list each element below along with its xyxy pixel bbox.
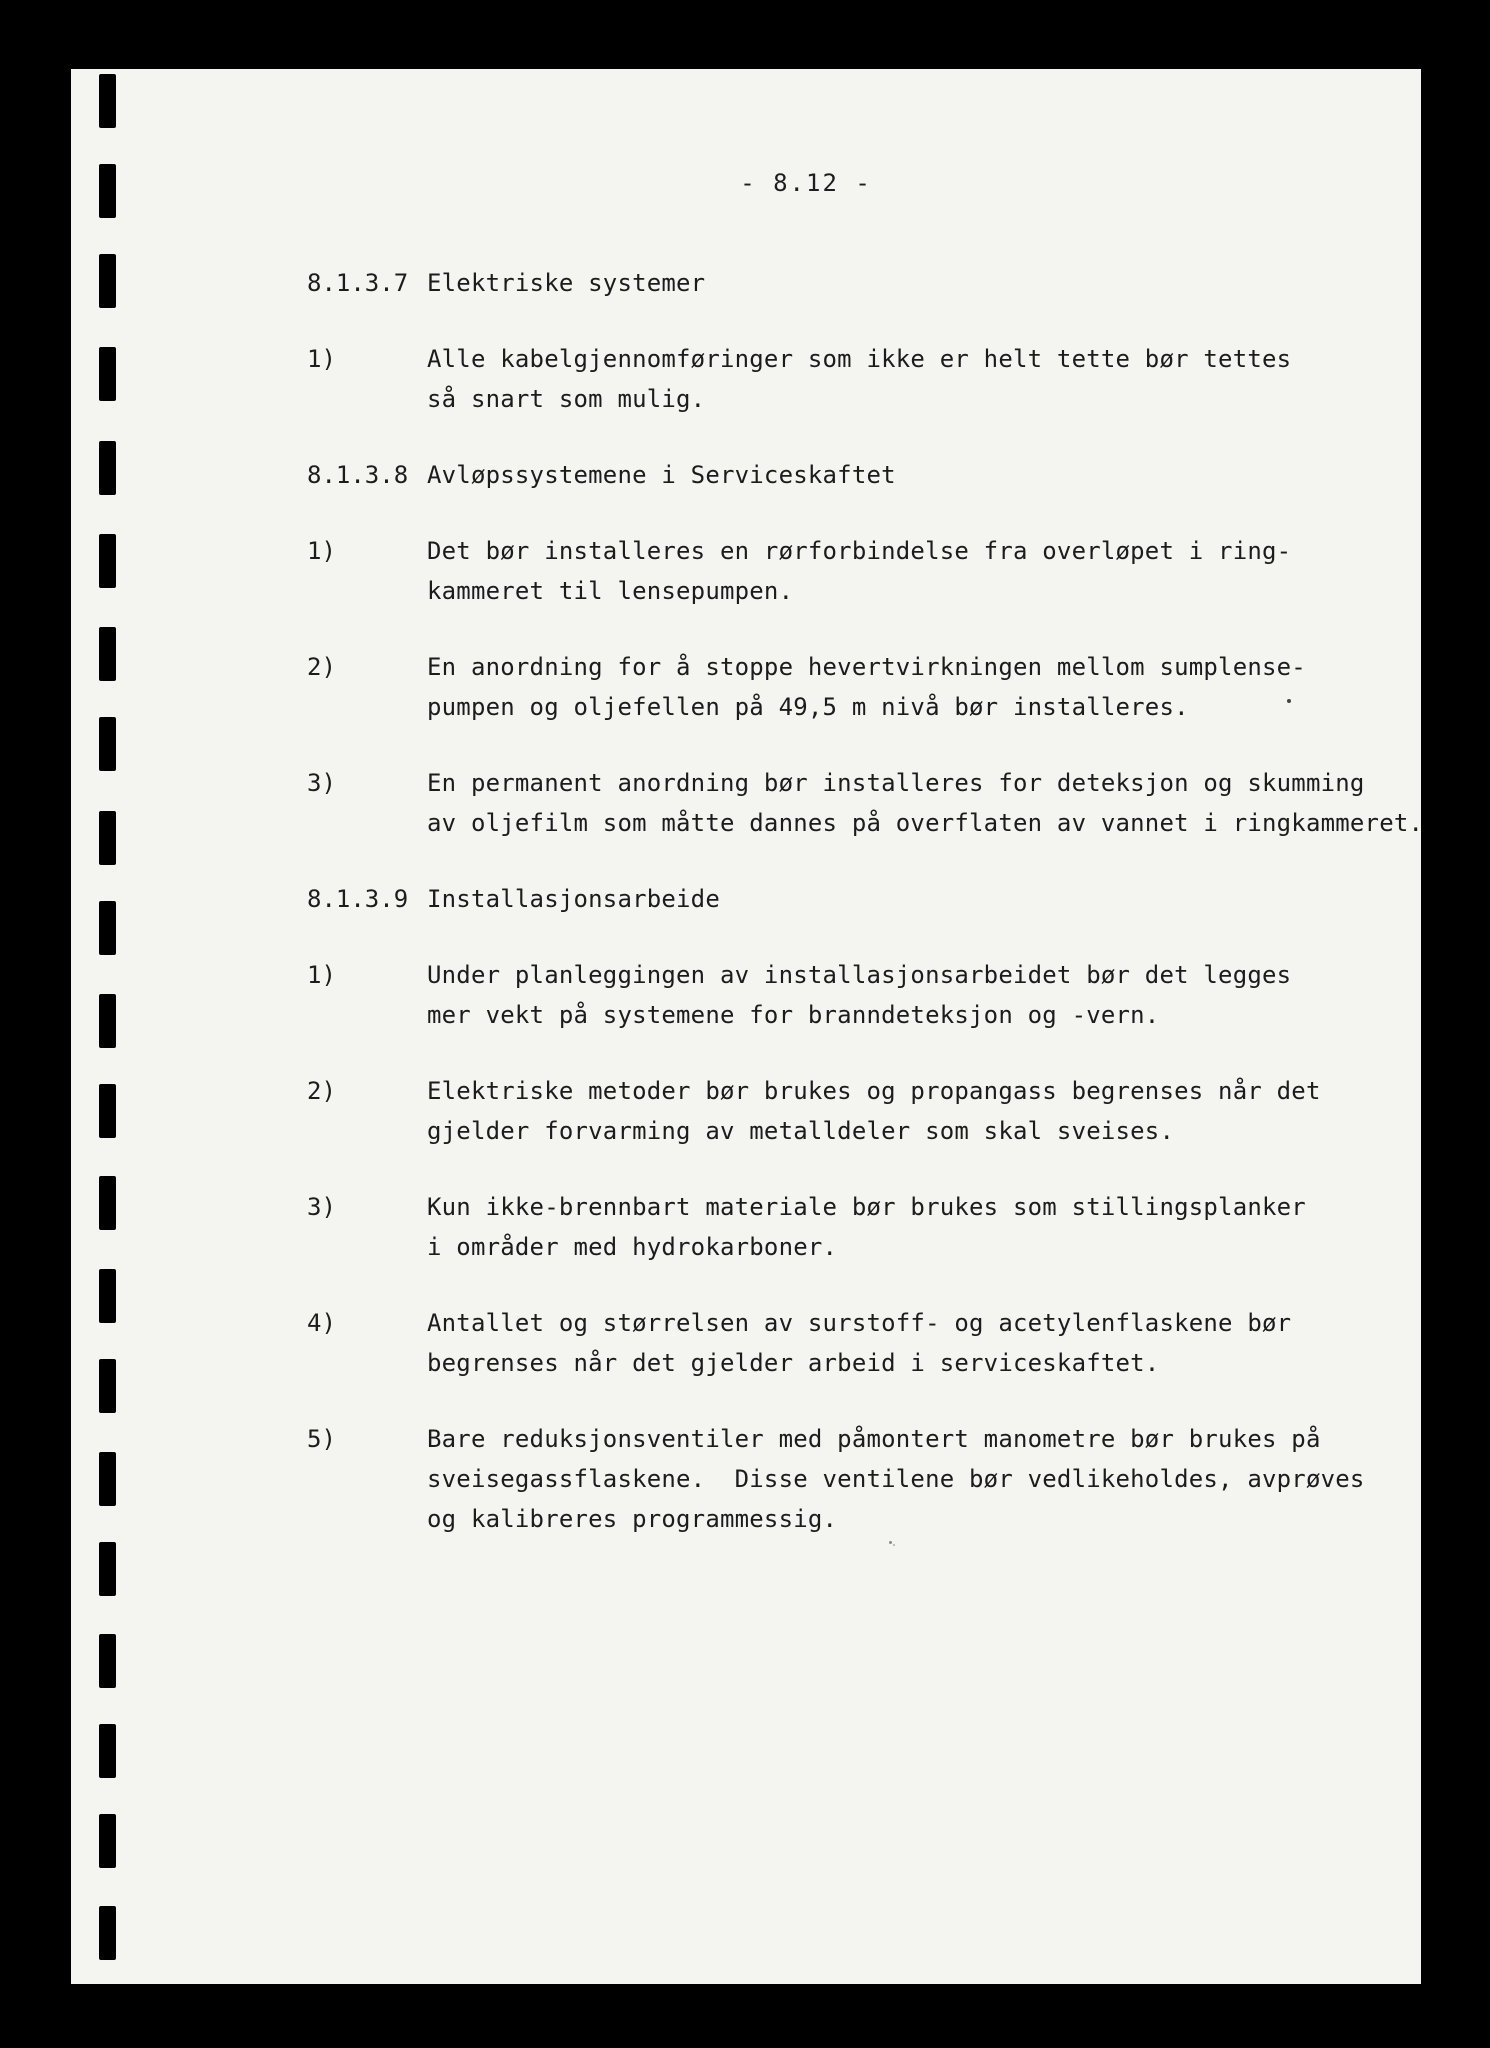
item-line: Elektriske metoder bør brukes og propangass begrenses når det (427, 1077, 1321, 1105)
item-line: Antallet og størrelsen av surstoff- og acetylenflaskene bør (427, 1309, 1292, 1337)
item-marker: 1) (307, 345, 336, 373)
item-line: gjelder forvarming av metalldeler som skal sveises. (427, 1117, 1175, 1145)
binding-hole (99, 1724, 116, 1778)
binding-hole (99, 994, 116, 1048)
list-item (307, 647, 1357, 727)
item-line: Bare reduksjonsventiler med påmontert manometre bør brukes på (427, 1425, 1321, 1453)
item-marker: 3) (307, 769, 336, 797)
binding-hole (99, 1452, 116, 1506)
item-line: i områder med hydrokarboner. (427, 1233, 838, 1261)
item-marker: 3) (307, 1193, 336, 1221)
speck-mark (1287, 699, 1291, 703)
binding-hole (99, 1906, 116, 1960)
item-line: så snart som mulig. (427, 385, 706, 413)
binding-hole (99, 347, 116, 401)
section-title: Avløpssystemene i Serviceskaftet (427, 461, 896, 489)
document-page (71, 69, 1424, 1984)
speck-mark (893, 1544, 895, 1546)
binding-hole (99, 901, 116, 955)
list-item (307, 955, 1357, 1035)
item-marker: 5) (307, 1425, 336, 1453)
item-marker: 2) (307, 1077, 336, 1105)
binding-hole (99, 1269, 116, 1323)
item-marker: 1) (307, 537, 336, 565)
item-marker: 4) (307, 1309, 336, 1337)
item-line: Det bør installeres en rørforbindelse fra overløpet i ring- (427, 537, 1292, 565)
item-line: Kun ikke-brennbart materiale bør brukes som stillingsplanker (427, 1193, 1306, 1221)
list-item (307, 1303, 1357, 1383)
binding-hole (99, 1359, 116, 1413)
section-title: Elektriske systemer (427, 269, 706, 297)
section-title: Installasjonsarbeide (427, 885, 720, 913)
speck-mark (889, 1541, 892, 1544)
section-number: 8.1.3.9 (307, 885, 409, 913)
item-text (427, 955, 1357, 1035)
list-item (307, 339, 1357, 419)
binding-hole (99, 534, 116, 588)
item-line: pumpen og oljefellen på 49,5 m nivå bør installeres. (427, 693, 1189, 721)
binding-hole (99, 1176, 116, 1230)
binding-hole (99, 1542, 116, 1596)
section-heading (307, 455, 1357, 495)
item-text (427, 1187, 1357, 1267)
item-line: av oljefilm som måtte dannes på overflaten av vannet i ringkammeret. (427, 809, 1424, 837)
item-line: mer vekt på systemene for branndeteksjon og -vern. (427, 1001, 1160, 1029)
item-line: Under planleggingen av installasjonsarbeidet bør det legges (427, 961, 1292, 989)
item-line: En anordning for å stoppe hevertvirkningen mellom sumplense- (427, 653, 1306, 681)
item-text (427, 339, 1357, 419)
item-text (427, 531, 1357, 611)
item-text (427, 1071, 1357, 1151)
item-text (427, 647, 1357, 727)
binding-hole (99, 1634, 116, 1688)
section-heading (307, 879, 1357, 919)
section-number: 8.1.3.7 (307, 269, 409, 297)
item-line: kammeret til lensepumpen. (427, 577, 794, 605)
binding-hole (99, 74, 116, 128)
binding-hole (99, 627, 116, 681)
item-line: sveisegassflaskene. Disse ventilene bør vedlikeholdes, avprøves (427, 1465, 1365, 1493)
list-item (307, 1187, 1357, 1267)
binding-hole (99, 254, 116, 308)
binding-hole (99, 1084, 116, 1138)
section-heading (307, 263, 1357, 303)
item-text (427, 1303, 1357, 1383)
list-item (307, 1071, 1357, 1151)
item-line: og kalibreres programmessig. (427, 1505, 838, 1533)
item-line: begrenses når det gjelder arbeid i serviceskaftet. (427, 1349, 1160, 1377)
binding-hole (99, 1814, 116, 1868)
list-item (307, 531, 1357, 611)
section-number: 8.1.3.8 (307, 461, 409, 489)
page-number: - 8.12 - (740, 169, 872, 197)
item-text (427, 763, 1423, 843)
binding-hole (99, 811, 116, 865)
item-line: En permanent anordning bør installeres for deteksjon og skumming (427, 769, 1365, 797)
list-item (307, 763, 1424, 843)
binding-holes (71, 69, 131, 1984)
list-item (307, 1419, 1365, 1539)
item-text (427, 1419, 1365, 1539)
item-marker: 2) (307, 653, 336, 681)
document-body (307, 263, 1424, 1575)
binding-hole (99, 441, 116, 495)
binding-hole (99, 717, 116, 771)
item-line: Alle kabelgjennomføringer som ikke er helt tette bør tettes (427, 345, 1292, 373)
item-marker: 1) (307, 961, 336, 989)
